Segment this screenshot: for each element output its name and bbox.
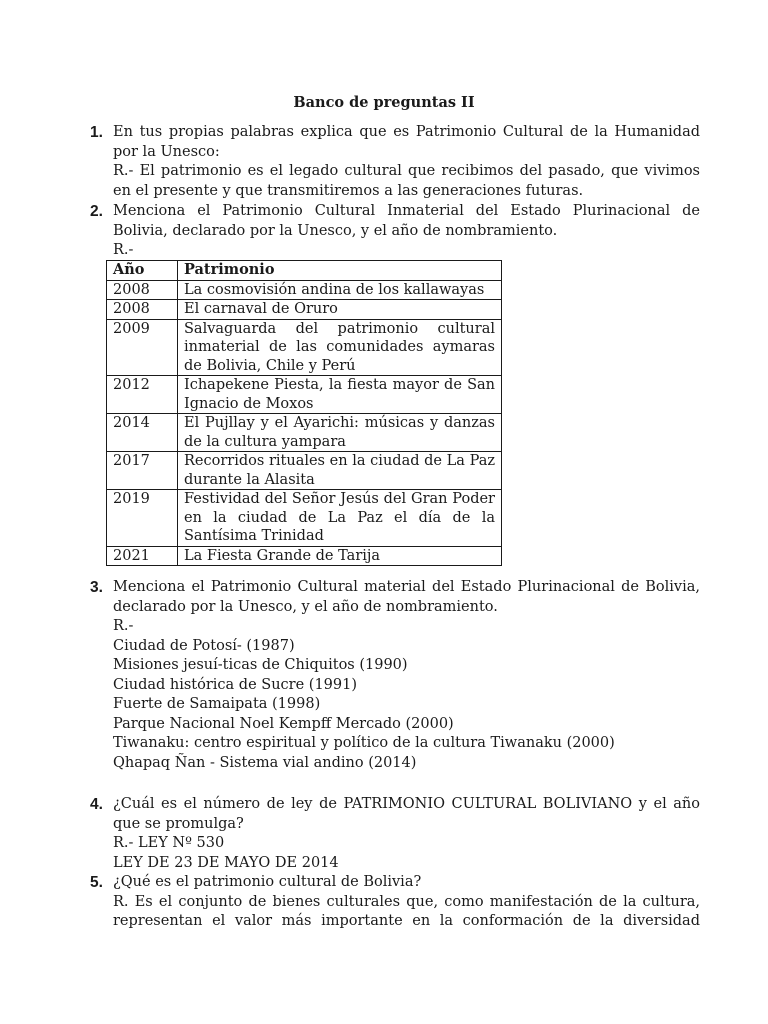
cell-patrimonio: La cosmovisión andina de los kallawayas bbox=[178, 280, 502, 300]
list-item: Misiones jesuí-ticas de Chiquitos (1990) bbox=[113, 657, 408, 673]
cell-patrimonio: Festividad del Señor Jesús del Gran Poder en la ciudad de La Paz el día de la Santísima Trinidad bbox=[178, 490, 502, 547]
question-number: 5. bbox=[90, 874, 103, 891]
list-item: Ciudad de Potosí- (1987) bbox=[113, 637, 295, 654]
cell-year: 2019 bbox=[107, 490, 178, 547]
question-text: En tus propias palabras explica que es Patrimonio Cultural de la Humanidad por la Unesco: bbox=[113, 124, 700, 160]
list-item: Fuerte de Samaipata (1998) bbox=[113, 696, 321, 712]
question-text: ¿Cuál es el número de ley de PATRIMONIO CULTURAL BOLIVIANO y el año que se promulga? bbox=[113, 796, 700, 832]
list-item: Tiwanaku: centro espiritual y político de la cultura Tiwanaku (2000) bbox=[113, 735, 615, 751]
question-text: Menciona el Patrimonio Cultural Inmaterial del Estado Plurinacional de Bolivia, declarado por la Unesco, y el año de nombramiento. bbox=[113, 203, 700, 239]
answer-text: R.- El patrimonio es el legado cultural que recibimos del pasado, que vivimos en el presente y que transmitiremos a las generaciones futuras. bbox=[113, 163, 700, 199]
cell-patrimonio: La Fiesta Grande de Tarija bbox=[178, 546, 502, 566]
cell-patrimonio: Recorridos rituales en la ciudad de La Paz durante la Alasita bbox=[178, 452, 502, 490]
question-number: 3. bbox=[90, 579, 103, 596]
question-number: 2. bbox=[90, 203, 103, 220]
question-number: 1. bbox=[90, 124, 103, 141]
table-row bbox=[107, 319, 502, 376]
question-4 bbox=[90, 795, 710, 873]
list-item: Qhapaq Ñan - Sistema vial andino (2014) bbox=[113, 754, 417, 771]
table-header-row bbox=[107, 261, 502, 281]
question-2 bbox=[90, 202, 710, 261]
answer-prefix: R.- bbox=[113, 242, 134, 258]
header-year: Año bbox=[107, 261, 178, 281]
cell-patrimonio: El Pujllay y el Ayarichi: músicas y danzas de la cultura yampara bbox=[178, 414, 502, 452]
cell-year: 2021 bbox=[107, 546, 178, 566]
table-row bbox=[107, 546, 502, 566]
table-row bbox=[107, 376, 502, 414]
answer-text: R. Es el conjunto de bienes culturales que, como manifestación de la cultura, representan el valor más importante en la conformación de la diversidad bbox=[113, 893, 700, 929]
table-row bbox=[107, 490, 502, 547]
cell-year: 2009 bbox=[107, 319, 178, 376]
question-text: ¿Qué es el patrimonio cultural de Bolivia? bbox=[113, 874, 422, 890]
cell-patrimonio: El carnaval de Oruro bbox=[178, 300, 502, 320]
question-5 bbox=[90, 873, 710, 932]
cell-year: 2012 bbox=[107, 376, 178, 414]
cell-patrimonio: Salvaguarda del patrimonio cultural inmaterial de las comunidades aymaras de Bolivia, Chile y Perú bbox=[178, 319, 502, 376]
table-row bbox=[107, 300, 502, 320]
table-row bbox=[107, 414, 502, 452]
patrimonio-inmaterial-table bbox=[106, 260, 502, 566]
cell-year: 2008 bbox=[107, 300, 178, 320]
question-3 bbox=[90, 578, 710, 773]
question-1 bbox=[90, 123, 710, 201]
cell-year: 2008 bbox=[107, 280, 178, 300]
header-patrimonio: Patrimonio bbox=[178, 261, 502, 281]
answer-law-number: R.- LEY Nº 530 bbox=[113, 835, 225, 851]
table-row bbox=[107, 280, 502, 300]
patrimonio-table-wrapper bbox=[106, 260, 502, 566]
table-row bbox=[107, 452, 502, 490]
question-text: Menciona el Patrimonio Cultural material del Estado Plurinacional de Bolivia, declarado por la Unesco, y el año de nombramiento. bbox=[113, 579, 700, 615]
document-title: Banco de preguntas II bbox=[293, 94, 475, 111]
cell-year: 2014 bbox=[107, 414, 178, 452]
answer-prefix: R.- bbox=[113, 618, 134, 634]
question-number: 4. bbox=[90, 796, 103, 813]
answer-law-date: LEY DE 23 DE MAYO DE 2014 bbox=[113, 854, 339, 871]
cell-year: 2017 bbox=[107, 452, 178, 490]
list-item: Ciudad histórica de Sucre (1991) bbox=[113, 676, 358, 693]
list-item: Parque Nacional Noel Kempff Mercado (2000) bbox=[113, 715, 454, 732]
cell-patrimonio: Ichapekene Piesta, la fiesta mayor de San Ignacio de Moxos bbox=[178, 376, 502, 414]
